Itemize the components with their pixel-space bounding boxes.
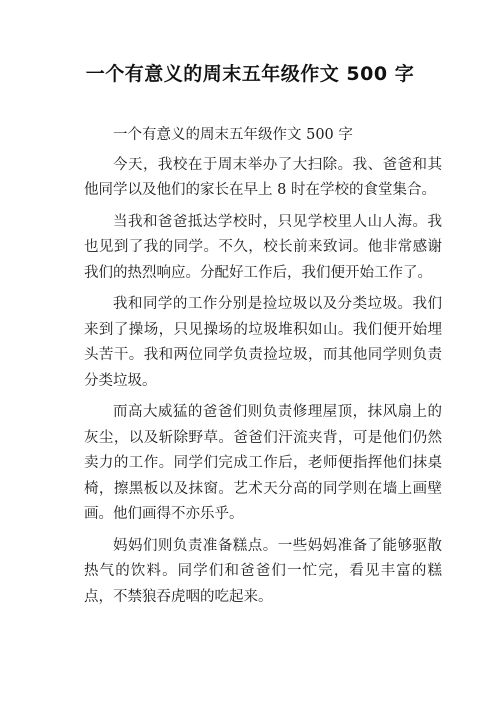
document-body xyxy=(84,123,442,616)
paragraph-1: 今天，我校在于周末举办了大扫除。我、爸爸和其他同学以及他们的家长在早上 8 时在学校的食堂集合。 xyxy=(84,156,442,198)
paragraph-5: 妈妈们则负责准备糕点。一些妈妈准备了能够驱散热气的饮料。同学们和爸爸们一忙完，看见丰富的糕点，不禁狼吞虎咽的吃起来。 xyxy=(84,537,442,605)
paragraph-2: 当我和爸爸抵达学校时，只见学校里人山人海。我也见到了我的同学。不久，校长前来致词。他非常感谢我们的热烈响应。分配好工作后，我们便开始工作了。 xyxy=(84,213,442,281)
paragraph-4: 而高大威猛的爸爸们则负责修理屋顶，抹风扇上的灰尘，以及斩除野草。爸爸们汗流夹背，可是他们仍然卖力的工作。同学们完成工作后，老师便指挥他们抹桌椅，擦黑板以及抹窗。艺术天分高的同学则在墙上画壁画。他们画得不亦乐乎。 xyxy=(84,404,442,522)
paragraph-3: 我和同学的工作分别是捡垃圾以及分类垃圾。我们来到了操场，只见操场的垃圾堆积如山。我们便开始埋头苦干。我和两位同学负责捡垃圾，而其他同学则负责分类垃圾。 xyxy=(84,296,442,389)
document-title: 一个有意义的周末五年级作文 500 字 xyxy=(85,63,415,85)
document-subtitle: 一个有意义的周末五年级作文 500 字 xyxy=(113,127,353,143)
